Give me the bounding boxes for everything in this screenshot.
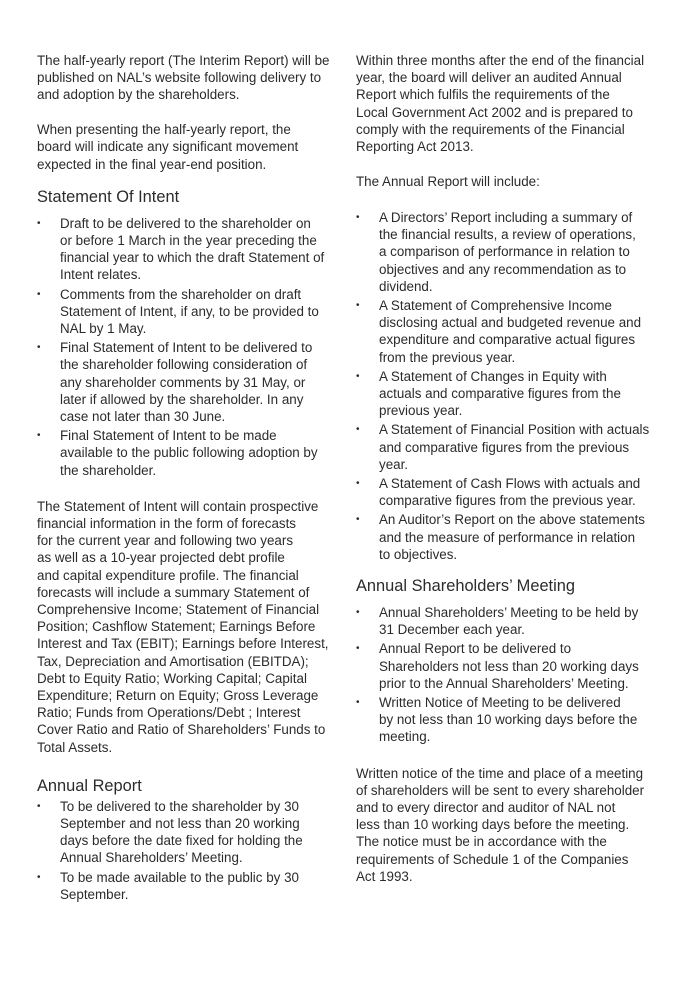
list-item [356, 640, 656, 692]
bullet-icon: • [37, 430, 41, 442]
list-item [37, 427, 337, 479]
list-item-text: Comments from the shareholder on draft Statement of Intent, if any, to be provided to NAL by 1 May. [60, 286, 319, 336]
list-item-text: Final Statement of Intent to be made available to the public following adoption by the shareholder. [60, 428, 318, 478]
list-item [356, 209, 656, 295]
list-item [356, 421, 656, 473]
list-item [356, 368, 656, 420]
list-item [37, 869, 337, 903]
list-item [37, 286, 337, 338]
half-yearly-presentation-paragraph: When presenting the half-yearly report, the board will indicate any significant movement expected in the final year-end position. [37, 122, 299, 172]
list-item [37, 339, 337, 425]
list-item-text: A Statement of Cash Flows with actuals and comparative figures from the previous year. [379, 475, 641, 509]
list-item-text: Draft to be delivered to the shareholder on or before 1 March in the year preceding the financial year to which the draft Statement of Intent relates. [60, 215, 325, 283]
list-item-text: A Statement of Changes in Equity with actuals and comparative figures from the previous year. [379, 368, 621, 419]
bullet-icon: • [356, 697, 360, 708]
meeting-notice-paragraph: Written notice of the time and place of a meeting of shareholders will be sent to every shareholder and to every director and auditor of NAL not less than 10 working days before the meeting. The notice must be in accordance with the requirements of Schedule 1 of the Companies Act 1993. [356, 765, 645, 884]
left-column [37, 52, 337, 905]
list-item [356, 694, 656, 746]
list-item [356, 475, 656, 509]
interim-report-paragraph: The half-yearly report (The Interim Report) will be published on NAL’s website following delivery to and adoption by the shareholders. [37, 53, 330, 103]
right-column [356, 52, 656, 885]
annual-report-list [37, 798, 337, 903]
bullet-icon: • [356, 424, 360, 436]
statement-of-intent-list [37, 215, 337, 479]
bullet-icon: • [356, 643, 360, 655]
annual-report-include-intro: The Annual Report will include: [356, 173, 540, 189]
bullet-icon: • [37, 288, 41, 300]
list-item [37, 215, 337, 284]
list-item-text: Written Notice of Meeting to be delivered by not less than 10 working days before the meeting. [379, 695, 638, 745]
bullet-icon: • [37, 800, 41, 812]
list-item-text: Annual Report to be delivered to Shareholders not less than 20 working days prior to the Annual Shareholders’ Meeting. [379, 641, 639, 691]
list-item-text: Annual Shareholders’ Meeting to be held by 31 December each year. [379, 604, 639, 638]
bullet-icon: • [37, 217, 41, 229]
list-item-text: A Directors’ Report including a summary of the financial results, a review of operations, a comparison of performance in relation to objectives and any recommendation as to dividend. [379, 209, 636, 294]
annual-report-delivery-paragraph: Within three months after the end of the financial year, the board will deliver an audited Annual Report which fulfils the requirements of the Local Government Act 2002 and is prepared to comply with the requirements of the Financial Reporting Act 2013. [356, 53, 645, 155]
bullet-icon: • [356, 514, 360, 526]
list-item [356, 604, 656, 638]
list-item-text: To be delivered to the shareholder by 30 September and not less than 20 working days before the date fixed for holding the Annual Shareholders’ Meeting. [60, 798, 303, 866]
list-item-text: An Auditor’s Report on the above statements and the measure of performance in relation to objectives. [379, 512, 645, 562]
list-item-text: A Statement of Comprehensive Income disclosing actual and budgeted revenue and expenditure and comparative actual figures from the previous year. [379, 297, 642, 365]
bullet-icon: • [356, 606, 360, 618]
bullet-icon: • [356, 477, 360, 489]
list-item-text: Final Statement of Intent to be delivered to the shareholder following consideration of any shareholder comments by 31 May, or later if allowed by the shareholder. In any case not later than 30 June. [60, 340, 313, 424]
bullet-icon: • [37, 871, 41, 883]
statement-of-intent-heading: Statement Of Intent [37, 187, 180, 206]
annual-report-heading: Annual Report [37, 776, 142, 795]
list-item [356, 511, 656, 563]
list-item [356, 297, 656, 366]
list-item-text: To be made available to the public by 30 September. [60, 869, 299, 902]
annual-shareholders-meeting-list [356, 604, 656, 746]
statement-of-intent-paragraph: The Statement of Intent will contain prospective financial information in the form of forecasts for the current year and following two years as well as a 10-year projected debt profile and capital expenditure profile. The financial forecasts will include a summary Statement of Comprehensive Income; Statement of Financial Position; Cashflow Statement; Earnings Before Interest and Tax (EBIT); Earnings before Interest, Tax, Depreciation and Amortisation (EBITDA); Debt to Equity Ratio; Working Capital; Capital Expenditure; Return on Equity; Gross Leverage Ratio; Funds from Operations/Debt ; Interest Cover Ratio and Ratio of Shareholders’ Funds to Total Assets. [37, 498, 329, 755]
list-item [37, 798, 337, 867]
bullet-icon: • [356, 370, 360, 382]
annual-report-contents-list [356, 209, 656, 563]
bullet-icon: • [356, 211, 360, 223]
bullet-icon: • [356, 299, 360, 311]
annual-shareholders-meeting-heading: Annual Shareholders’ Meeting [356, 576, 575, 595]
bullet-icon: • [37, 342, 41, 354]
list-item-text: A Statement of Financial Position with actuals and comparative figures from the previous year. [379, 422, 650, 472]
